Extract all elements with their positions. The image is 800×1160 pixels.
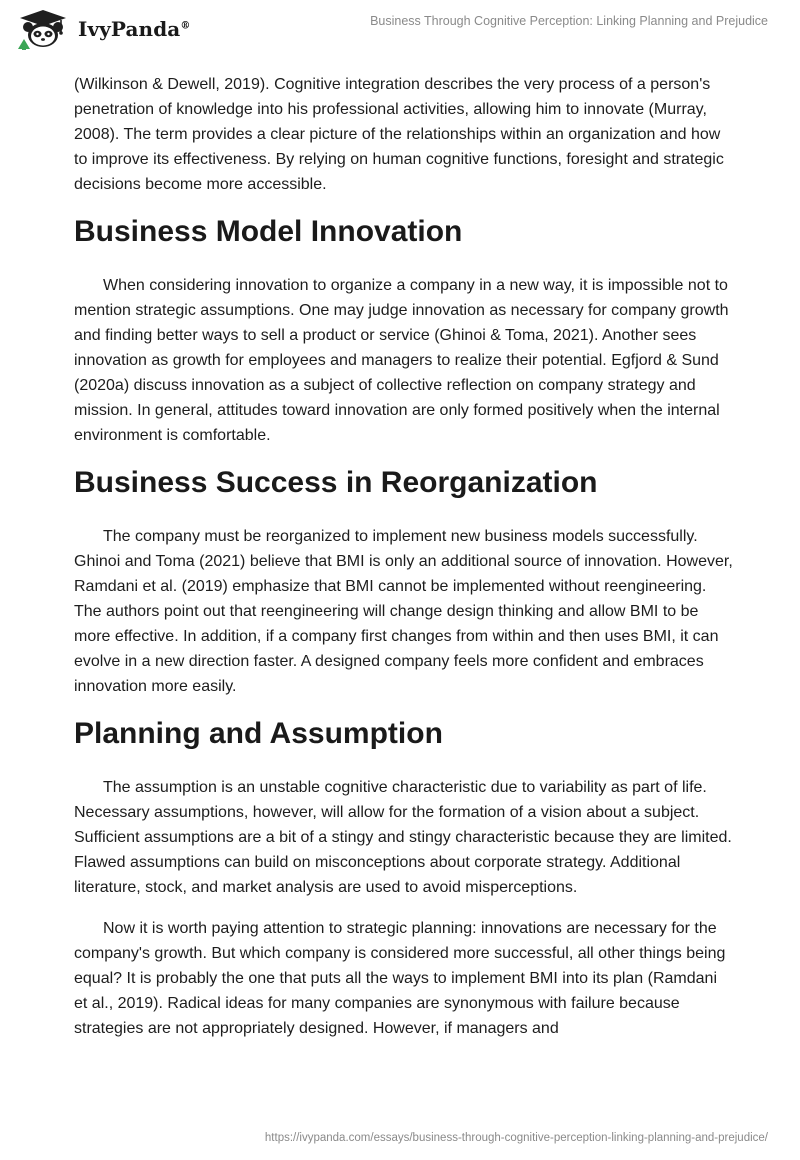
- panda-logo-icon: [14, 8, 72, 50]
- section-heading-business-model-innovation: Business Model Innovation: [74, 215, 463, 248]
- section-heading-business-success: Business Success in Reorganization: [74, 466, 598, 499]
- document-title: Business Through Cognitive Perception: Linking Planning and Prejudice: [370, 14, 768, 28]
- page-header: [0, 0, 800, 62]
- brand-name: IvyPanda®: [78, 17, 191, 41]
- article-body: [74, 72, 734, 1057]
- paragraph-business-success: The company must be reorganized to implement new business models successfully. Ghinoi and Toma (2021) believe that BMI is only an additional source of innovation. However, Ramdani et al. (2019) emphasize that BMI cannot be implemented without reengineering. The authors point out that reengineering will change design thinking and allow BMI to be more effective. In addition, if a company first changes from within and then uses BMI, it can evolve in a new direction faster. A designed company feels more confident and embraces innovation more easily.: [74, 528, 733, 695]
- brand-logo[interactable]: [14, 8, 190, 50]
- intro-paragraph: (Wilkinson & Dewell, 2019). Cognitive integration describes the very process of a person's penetration of knowledge into his professional activities, allowing him to innovate (Murray, 2008). The term provides a clear picture of the relationships within an organization and how to improve its effectiveness. By relying on human cognitive functions, foresight and strategic decisions become more accessible.: [74, 76, 724, 193]
- paragraph-planning-assumption-1: The assumption is an unstable cognitive characteristic due to variability as part of life. Necessary assumptions, however, will allow for the formation of a vision about a subject. Sufficient assumptions are a bit of a stingy and stingy characteristic because they are limited. Flawed assumptions can build on misconceptions about corporate strategy. Additional literature, stock, and market analysis are used to avoid misperceptions.: [74, 779, 732, 896]
- section-heading-planning-assumption: Planning and Assumption: [74, 717, 443, 750]
- paragraph-business-model-innovation: When considering innovation to organize a company in a new way, it is impossible not to mention strategic assumptions. One may judge innovation as necessary for company growth and finding better ways to sell a product or service (Ghinoi & Toma, 2021). Another sees innovation as growth for employees and managers to realize their potential. Egfjord & Sund (2020a) discuss innovation as a subject of collective reflection on company strategy and mission. In general, attitudes toward innovation are only formed positively when the internal environment is comfortable.: [74, 277, 729, 444]
- paragraph-planning-assumption-2: Now it is worth paying attention to strategic planning: innovations are necessary for the company's growth. But which company is considered more successful, all other things being equal? It is probably the one that puts all the ways to implement BMI into its plan (Ramdani et al., 2019). Radical ideas for many companies are synonymous with failure because strategies are not appropriately designed. However, if managers and: [74, 920, 726, 1037]
- source-url-link[interactable]: https://ivypanda.com/essays/business-through-cognitive-perception-linking-planning-and-prejudice/: [264, 1132, 768, 1144]
